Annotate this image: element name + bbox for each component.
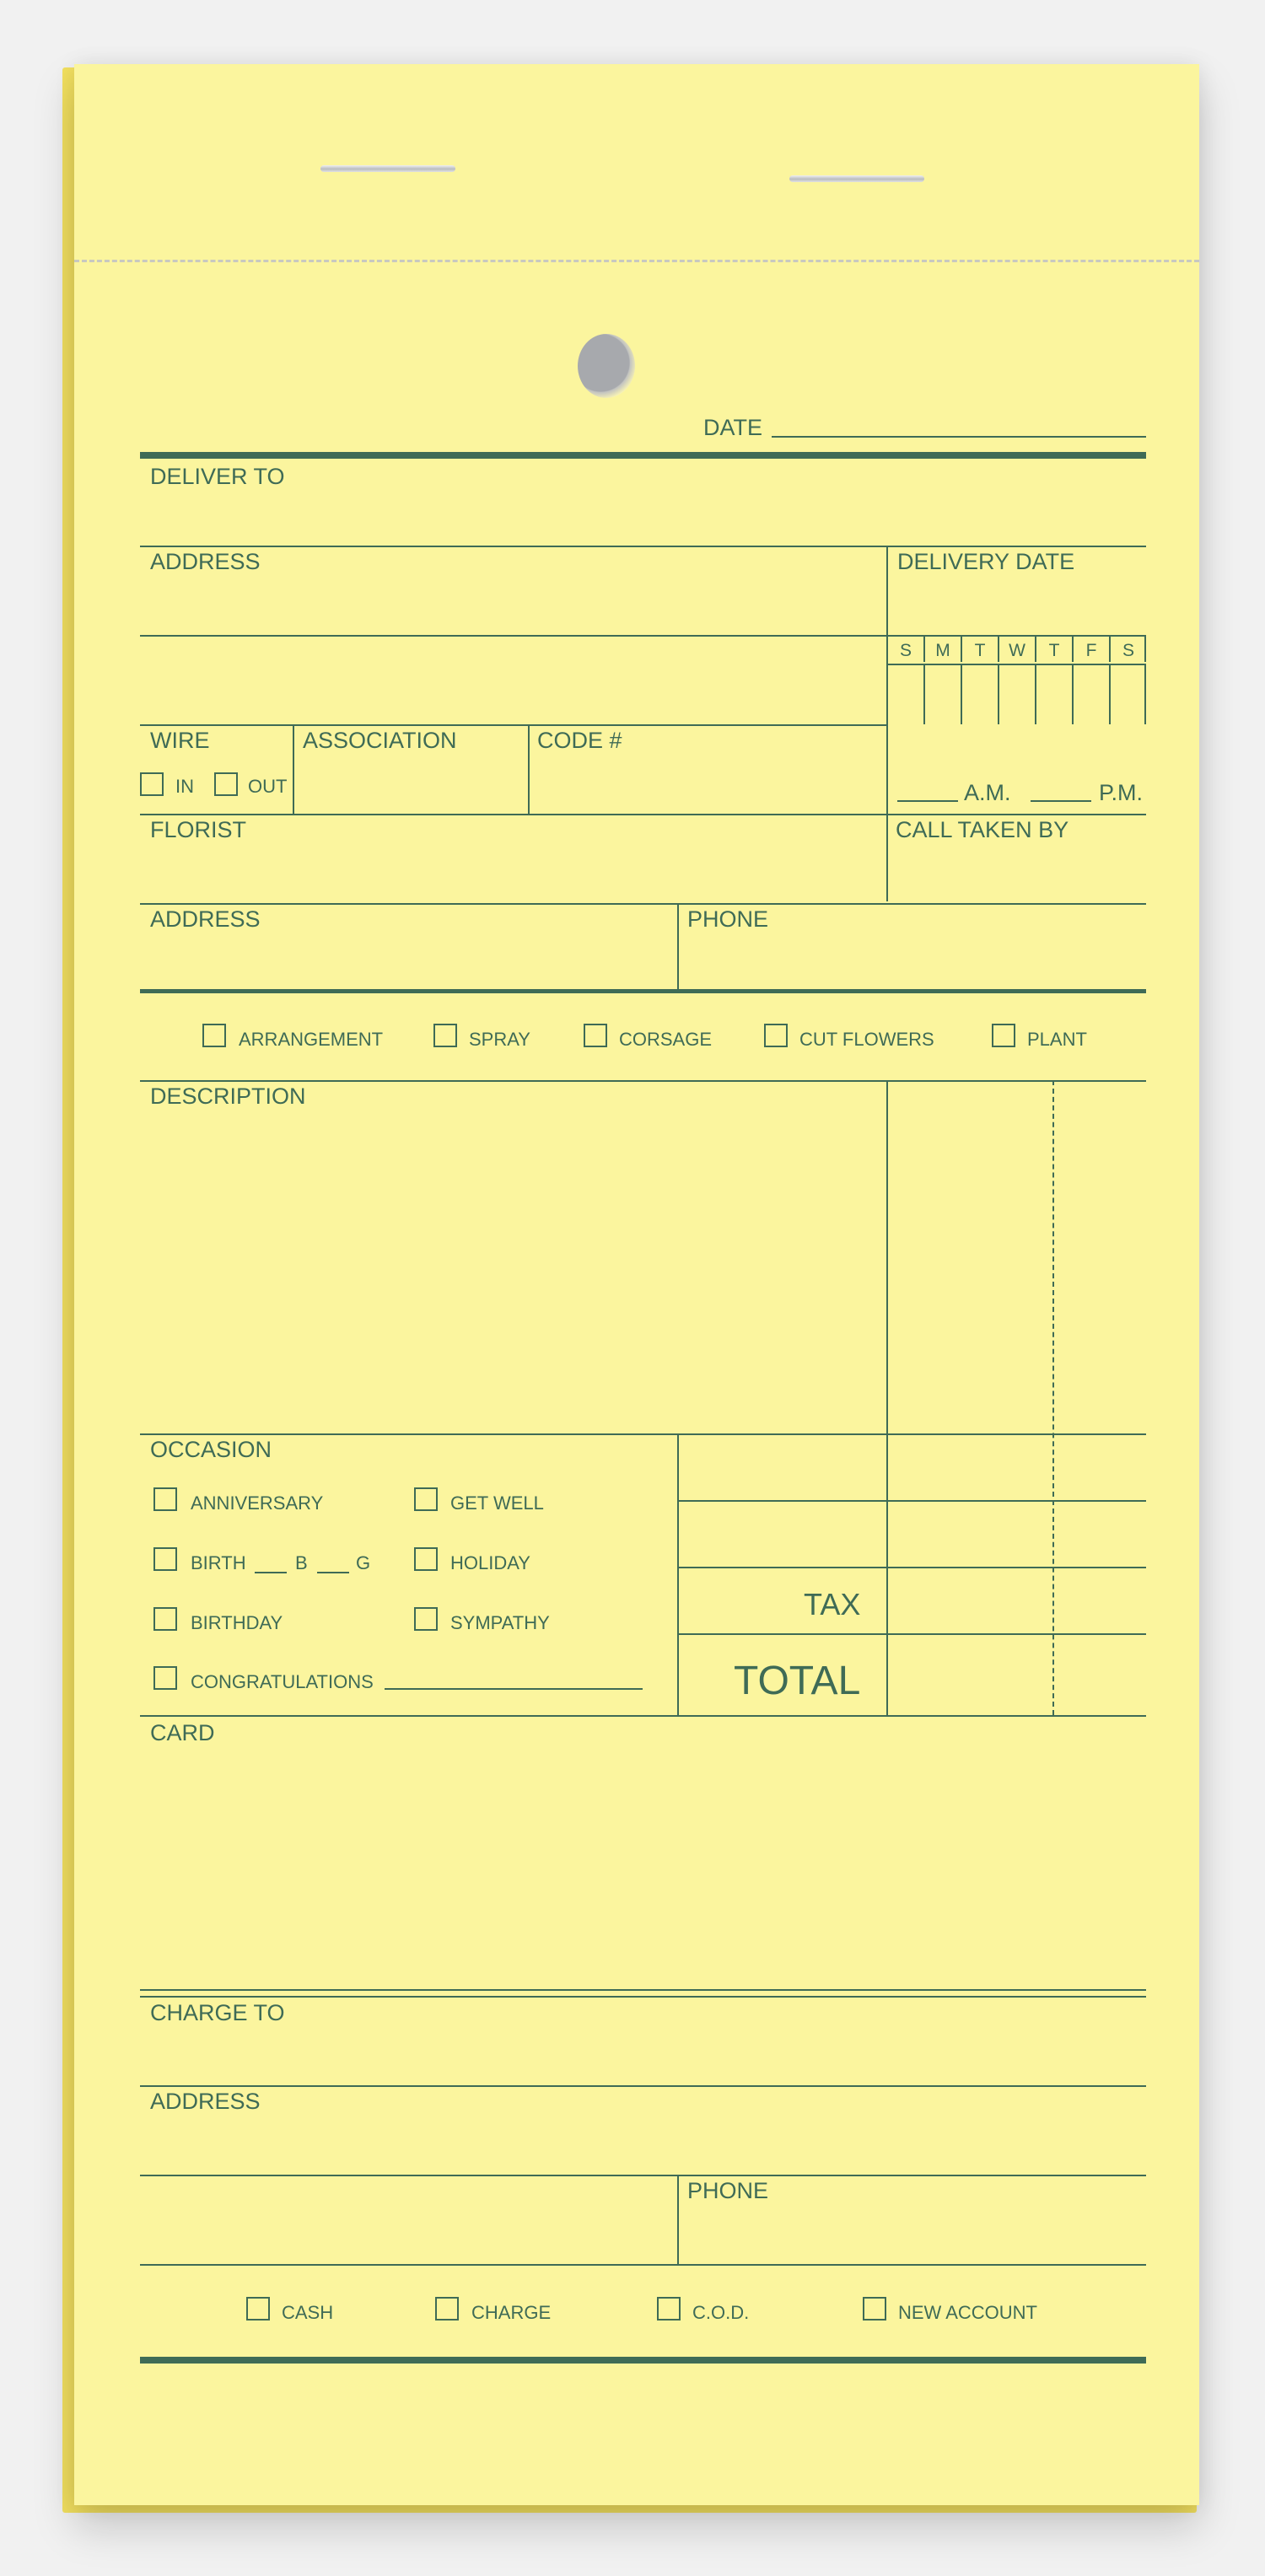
cod-label: C.O.D. xyxy=(692,2302,750,2323)
deliver-to-label: DELIVER TO xyxy=(150,464,285,489)
charge-to-label: CHARGE TO xyxy=(150,2000,285,2025)
card-label: CARD xyxy=(150,1720,215,1745)
weekday-divider xyxy=(923,635,925,662)
cod-checkbox[interactable] xyxy=(657,2297,681,2321)
weekday-divider xyxy=(1109,635,1111,662)
get-well-label: GET WELL xyxy=(450,1492,544,1514)
new-account-checkbox[interactable] xyxy=(863,2297,886,2321)
birth-girl-label: G xyxy=(356,1552,371,1573)
weekday-divider xyxy=(1035,664,1036,724)
punch-hole xyxy=(578,334,635,398)
holiday-checkbox[interactable] xyxy=(414,1547,438,1571)
cents-divider xyxy=(1052,1080,1054,1715)
weekday-divider xyxy=(1109,664,1111,724)
delivery-date-label: DELIVERY DATE xyxy=(897,549,1075,574)
corsage-label: CORSAGE xyxy=(619,1029,713,1050)
birth-boy-line[interactable] xyxy=(255,1572,287,1573)
address-label: ADDRESS xyxy=(150,549,261,574)
row-line xyxy=(140,635,1146,637)
price-line xyxy=(677,1567,1146,1568)
top-rule xyxy=(140,452,1146,459)
tax-label: TAX xyxy=(804,1587,861,1621)
birth-checkbox[interactable] xyxy=(153,1547,177,1571)
arrangement-checkbox[interactable] xyxy=(202,1024,226,1047)
row-line xyxy=(140,1433,1146,1435)
corsage-checkbox[interactable] xyxy=(584,1024,607,1047)
weekday-thursday[interactable]: T xyxy=(1048,641,1060,660)
plant-checkbox[interactable] xyxy=(992,1024,1015,1047)
weekday-wednesday[interactable]: W xyxy=(1009,641,1025,660)
florist-label: FLORIST xyxy=(150,817,247,842)
pm-label: P.M. xyxy=(1099,780,1144,805)
row-line xyxy=(140,814,1146,815)
florist-address-label: ADDRESS xyxy=(150,906,261,932)
section-rule xyxy=(140,989,1146,993)
phone-divider xyxy=(677,903,679,992)
birth-boy-label: B xyxy=(295,1552,308,1573)
cut-flowers-label: CUT FLOWERS xyxy=(799,1029,934,1050)
bottom-rule xyxy=(140,2357,1146,2364)
row-line xyxy=(140,1080,1146,1082)
birth-girl-line[interactable] xyxy=(317,1572,349,1573)
weekday-divider xyxy=(1072,635,1074,662)
weekday-divider xyxy=(961,664,962,724)
get-well-checkbox[interactable] xyxy=(414,1487,438,1511)
sympathy-label: SYMPATHY xyxy=(450,1612,550,1633)
row-line xyxy=(140,2264,1146,2266)
row-line xyxy=(140,1996,1146,1998)
pm-line[interactable] xyxy=(1031,800,1091,802)
weekday-tuesday[interactable]: T xyxy=(974,641,986,660)
occasion-label: OCCASION xyxy=(150,1437,272,1462)
plant-label: PLANT xyxy=(1027,1029,1087,1050)
price-line xyxy=(677,1633,1146,1635)
am-label: A.M. xyxy=(964,780,1011,805)
association-label: ASSOCIATION xyxy=(303,728,457,753)
row-line xyxy=(140,2175,1146,2176)
date-line[interactable] xyxy=(772,436,1146,438)
call-taken-by-label: CALL TAKEN BY xyxy=(896,817,1069,842)
price-column-divider xyxy=(886,1080,888,1715)
weekday-divider xyxy=(998,664,999,724)
weekday-divider xyxy=(1072,664,1074,724)
price-line xyxy=(677,1500,1146,1502)
wire-out-checkbox[interactable] xyxy=(214,772,238,796)
anniversary-label: ANNIVERSARY xyxy=(191,1492,324,1514)
occasion-divider xyxy=(677,1433,679,1715)
code-label: CODE # xyxy=(537,728,622,753)
weekday-monday[interactable]: M xyxy=(935,641,950,660)
row-line xyxy=(140,903,1146,905)
staple-left xyxy=(320,165,455,172)
florist-order-form xyxy=(74,64,1199,2505)
congratulations-checkbox[interactable] xyxy=(153,1666,177,1690)
charge-checkbox[interactable] xyxy=(435,2297,459,2321)
birthday-checkbox[interactable] xyxy=(153,1607,177,1631)
birthday-label: BIRTHDAY xyxy=(191,1612,283,1633)
sympathy-checkbox[interactable] xyxy=(414,1607,438,1631)
weekday-grid-line xyxy=(886,664,1146,665)
wire-in-checkbox[interactable] xyxy=(140,772,164,796)
association-divider xyxy=(528,724,530,815)
weekday-divider xyxy=(998,635,999,662)
wire-divider xyxy=(293,724,294,815)
cash-checkbox[interactable] xyxy=(246,2297,270,2321)
anniversary-checkbox[interactable] xyxy=(153,1487,177,1511)
row-line xyxy=(140,1715,1146,1717)
charge-address-label: ADDRESS xyxy=(150,2089,261,2114)
weekday-divider xyxy=(1144,635,1146,662)
weekday-divider xyxy=(923,664,925,724)
spray-label: SPRAY xyxy=(469,1029,530,1050)
delivery-column-divider xyxy=(886,546,888,901)
wire-in-label: IN xyxy=(175,776,194,797)
new-account-label: NEW ACCOUNT xyxy=(898,2302,1037,2323)
wire-label: WIRE xyxy=(150,728,210,753)
date-label: DATE xyxy=(703,415,763,440)
weekday-divider xyxy=(961,635,962,662)
weekday-friday[interactable]: F xyxy=(1085,641,1097,660)
weekday-divider xyxy=(1035,635,1036,662)
staple-right xyxy=(789,175,924,182)
birth-label: BIRTH xyxy=(191,1552,246,1573)
spray-checkbox[interactable] xyxy=(433,1024,457,1047)
holiday-label: HOLIDAY xyxy=(450,1552,530,1573)
row-line xyxy=(140,724,886,726)
cut-flowers-checkbox[interactable] xyxy=(764,1024,788,1047)
perforation-line xyxy=(74,260,1199,262)
arrangement-label: ARRANGEMENT xyxy=(239,1029,384,1050)
total-label: TOTAL xyxy=(734,1659,861,1703)
charge-label: CHARGE xyxy=(471,2302,552,2323)
charge-phone-label: PHONE xyxy=(687,2178,769,2203)
congratulations-label: CONGRATULATIONS xyxy=(191,1671,374,1692)
wire-out-label: OUT xyxy=(248,776,288,797)
description-label: DESCRIPTION xyxy=(150,1084,306,1109)
weekday-saturday[interactable]: S xyxy=(1122,641,1134,660)
row-line xyxy=(140,1989,1146,1991)
row-line xyxy=(140,546,1146,547)
florist-phone-label: PHONE xyxy=(687,906,769,932)
charge-phone-divider xyxy=(677,2175,679,2264)
weekday-sunday[interactable]: S xyxy=(899,641,912,660)
am-line[interactable] xyxy=(897,800,958,802)
cash-label: CASH xyxy=(282,2302,334,2323)
occasion-other-line[interactable] xyxy=(385,1688,643,1690)
weekday-divider xyxy=(1144,664,1146,724)
row-line xyxy=(140,2085,1146,2087)
